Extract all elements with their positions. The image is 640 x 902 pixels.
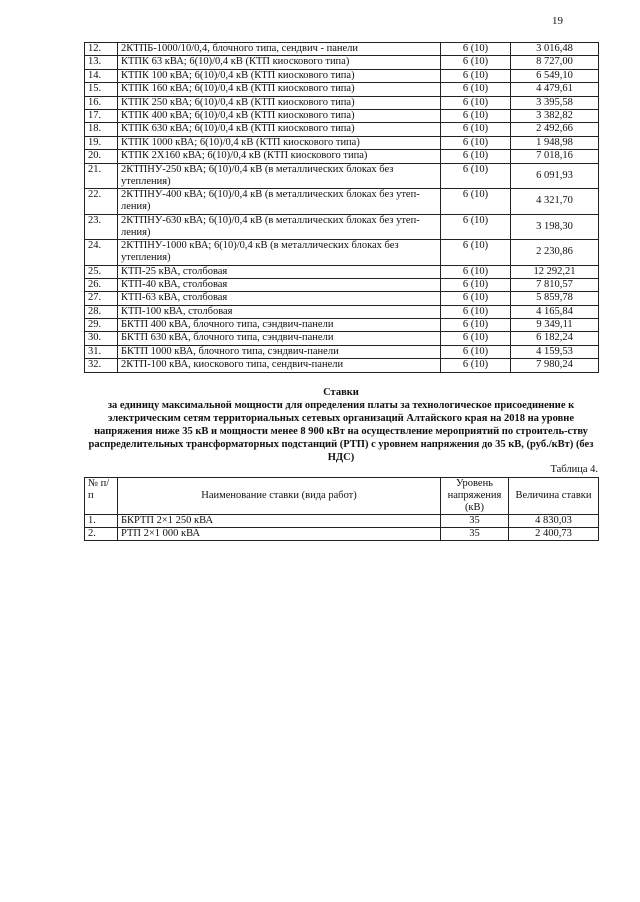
row-number: 30.: [85, 332, 118, 345]
table-row: [85, 123, 599, 136]
row-number: 20.: [85, 150, 118, 163]
rtp-rates-table: [84, 477, 599, 541]
row-number: 18.: [85, 123, 118, 136]
row-rate-value: 7 980,24: [511, 359, 599, 372]
row-rate-value: 4 321,70: [511, 189, 599, 215]
row-voltage-level: 6 (10): [441, 319, 511, 332]
row-voltage-level: 6 (10): [441, 240, 511, 266]
section-subtitle: за единицу максимальной мощности для определения платы за технологическое присоединение к электрическим сетям территориальных сетевых организаций Алтайского края на 2018 на уровне напряжения ниже 35 кВ и мощности менее 8 900 кВт на осуществление мероприятий по строитель-ству распределительных трансформаторных подстанций (РТП) с уровнем напряжения до 35 кВ, (руб./кВт) (без НДС): [88, 400, 594, 463]
section-title: Ставки: [323, 387, 359, 398]
row-number: 27.: [85, 292, 118, 305]
row-rate-value: 3 395,58: [511, 96, 599, 109]
row-number: 1.: [85, 515, 118, 528]
row-name: КТПК 160 кВА; 6(10)/0,4 кВ (КТП киоскового типа): [118, 83, 441, 96]
table-row: [85, 150, 599, 163]
row-rate-value: 6 091,93: [511, 163, 599, 189]
row-voltage-level: 6 (10): [441, 96, 511, 109]
row-number: 28.: [85, 305, 118, 318]
row-voltage-level: 6 (10): [441, 163, 511, 189]
row-rate-value: 8 727,00: [511, 56, 599, 69]
table-row: [85, 136, 599, 149]
table-row: [85, 292, 599, 305]
row-voltage-level: 35: [441, 515, 509, 528]
page-number: 19: [552, 15, 563, 27]
row-rate-value: 9 349,11: [511, 319, 599, 332]
row-name: БКТП 1000 кВА, блочного типа, сэндвич-панели: [118, 345, 441, 358]
row-number: 13.: [85, 56, 118, 69]
table-row: [85, 265, 599, 278]
table-row: [85, 163, 599, 189]
table-row: [85, 319, 599, 332]
row-voltage-level: 6 (10): [441, 69, 511, 82]
row-voltage-level: 6 (10): [441, 83, 511, 96]
rates-table-continued: [84, 42, 599, 373]
table-row: [85, 515, 599, 528]
row-rate-value: 4 159,53: [511, 345, 599, 358]
table-label: Таблица 4.: [550, 464, 598, 475]
row-number: 25.: [85, 265, 118, 278]
row-voltage-level: 6 (10): [441, 359, 511, 372]
row-number: 19.: [85, 136, 118, 149]
row-name: РТП 2×1 000 кВА: [118, 528, 441, 541]
header-level: Уровень напряжения (кВ): [441, 478, 509, 515]
row-rate-value: 4 165,84: [511, 305, 599, 318]
row-rate-value: 7 810,57: [511, 278, 599, 291]
row-rate-value: 6 182,24: [511, 332, 599, 345]
table-row: [85, 332, 599, 345]
header-number: № п/п: [85, 478, 118, 515]
row-voltage-level: 6 (10): [441, 136, 511, 149]
row-name: 2КТП-100 кВА, киоскового типа, сендвич-панели: [118, 359, 441, 372]
table-row: [85, 83, 599, 96]
row-name: 2КТПНУ-400 кВА; 6(10)/0,4 кВ (в металлических блоках без утеп-ления): [118, 189, 441, 215]
row-number: 26.: [85, 278, 118, 291]
row-voltage-level: 6 (10): [441, 123, 511, 136]
row-name: КТП-40 кВА, столбовая: [118, 278, 441, 291]
row-rate-value: 6 549,10: [511, 69, 599, 82]
row-rate-value: 5 859,78: [511, 292, 599, 305]
table-row: [85, 43, 599, 56]
row-voltage-level: 35: [441, 528, 509, 541]
row-number: 16.: [85, 96, 118, 109]
row-voltage-level: 6 (10): [441, 189, 511, 215]
row-name: КТПК 250 кВА; 6(10)/0,4 кВ (КТП киоскового типа): [118, 96, 441, 109]
row-number: 29.: [85, 319, 118, 332]
row-number: 17.: [85, 109, 118, 122]
row-number: 32.: [85, 359, 118, 372]
row-name: КТПК 2Х160 кВА; 6(10)/0,4 кВ (КТП киоскового типа): [118, 150, 441, 163]
row-rate-value: 12 292,21: [511, 265, 599, 278]
row-name: КТП-25 кВА, столбовая: [118, 265, 441, 278]
row-rate-value: 1 948,98: [511, 136, 599, 149]
table-row: [85, 528, 599, 541]
row-voltage-level: 6 (10): [441, 150, 511, 163]
row-rate-value: 4 479,61: [511, 83, 599, 96]
row-number: 15.: [85, 83, 118, 96]
row-voltage-level: 6 (10): [441, 305, 511, 318]
row-name: 2КТПБ-1000/10/0,4, блочного типа, сендвич - панели: [118, 43, 441, 56]
row-name: КТП-63 кВА, столбовая: [118, 292, 441, 305]
row-name: КТПК 1000 кВА; 6(10)/0,4 кВ (КТП киоскового типа): [118, 136, 441, 149]
row-number: 21.: [85, 163, 118, 189]
row-voltage-level: 6 (10): [441, 292, 511, 305]
row-rate-value: 2 230,86: [511, 240, 599, 266]
header-value: Величина ставки: [509, 478, 599, 515]
row-rate-value: 7 018,16: [511, 150, 599, 163]
row-voltage-level: 6 (10): [441, 332, 511, 345]
row-number: 2.: [85, 528, 118, 541]
row-rate-value: 2 492,66: [511, 123, 599, 136]
table-row: [85, 278, 599, 291]
table-row: [85, 189, 599, 215]
section-heading: [84, 386, 598, 464]
table-row: [85, 109, 599, 122]
row-name: 2КТПНУ-1000 кВА; 6(10)/0,4 кВ (в металлических блоках без утепления): [118, 240, 441, 266]
row-number: 23.: [85, 214, 118, 240]
row-voltage-level: 6 (10): [441, 214, 511, 240]
row-name: 2КТПНУ-630 кВА; 6(10)/0,4 кВ (в металлических блоках без утеп-ления): [118, 214, 441, 240]
row-number: 12.: [85, 43, 118, 56]
row-rate-value: 2 400,73: [509, 528, 599, 541]
table-row: [85, 96, 599, 109]
table-row: [85, 56, 599, 69]
table-row: [85, 305, 599, 318]
row-number: 14.: [85, 69, 118, 82]
row-name: 2КТПНУ-250 кВА; 6(10)/0,4 кВ (в металлических блоках без утепления): [118, 163, 441, 189]
row-voltage-level: 6 (10): [441, 109, 511, 122]
table-row: [85, 345, 599, 358]
row-number: 22.: [85, 189, 118, 215]
table-row: [85, 214, 599, 240]
row-rate-value: 3 198,30: [511, 214, 599, 240]
table-row: [85, 359, 599, 372]
row-voltage-level: 6 (10): [441, 56, 511, 69]
row-name: КТПК 400 кВА; 6(10)/0,4 кВ (КТП киоскового типа): [118, 109, 441, 122]
row-name: БКТП 630 кВА, блочного типа, сэндвич-панели: [118, 332, 441, 345]
row-name: КТПК 630 кВА; 6(10)/0,4 кВ (КТП киоскового типа): [118, 123, 441, 136]
row-name: КТПК 63 кВА; 6(10)/0,4 кВ (КТП киоскового типа): [118, 56, 441, 69]
row-name: КТПК 100 кВА; 6(10)/0,4 кВ (КТП киоскового типа): [118, 69, 441, 82]
header-name: Наименование ставки (вида работ): [118, 478, 441, 515]
row-name: БКТП 400 кВА, блочного типа, сэндвич-панели: [118, 319, 441, 332]
table-row: [85, 240, 599, 266]
row-number: 31.: [85, 345, 118, 358]
row-voltage-level: 6 (10): [441, 345, 511, 358]
row-voltage-level: 6 (10): [441, 278, 511, 291]
row-number: 24.: [85, 240, 118, 266]
row-name: КТП-100 кВА, столбовая: [118, 305, 441, 318]
row-name: БКРТП 2×1 250 кВА: [118, 515, 441, 528]
table-row: [85, 69, 599, 82]
row-voltage-level: 6 (10): [441, 43, 511, 56]
row-rate-value: 3 016,48: [511, 43, 599, 56]
row-rate-value: 4 830,03: [509, 515, 599, 528]
row-rate-value: 3 382,82: [511, 109, 599, 122]
row-voltage-level: 6 (10): [441, 265, 511, 278]
